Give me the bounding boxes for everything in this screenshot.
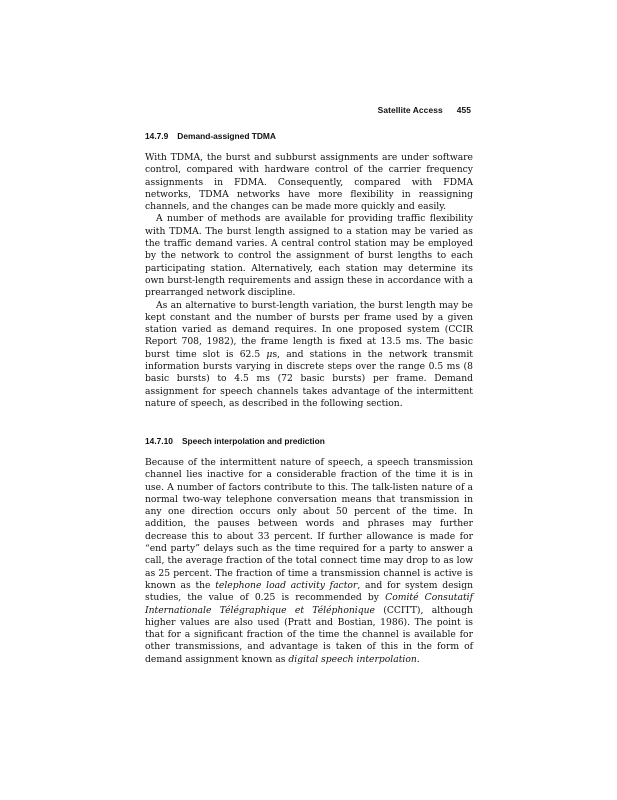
section-heading bbox=[145, 131, 473, 141]
paragraph: As an alternative to burst-length variation, the burst length may be kept constant and the number of bursts per frame used by a given station varied as demand requires. In one proposed system (CCIR Report 708, 1982), the frame length is fixed at 13.5 ms. The basic burst time slot is 62.5 μs, and stations in the network transmit information bursts varying in discrete steps over the range 0.5 ms (8 basic bursts) to 4.5 ms (72 basic bursts) per frame. Demand assignment for speech channels takes advantage of the intermittent nature of speech, as described in the following section. bbox=[145, 299, 473, 409]
emphasis: digital speech interpolation bbox=[288, 653, 417, 665]
running-title: Satellite Access bbox=[377, 105, 443, 115]
emphasis: μ bbox=[266, 348, 273, 360]
section-number: 14.7.9 bbox=[145, 131, 169, 141]
section-heading bbox=[145, 436, 473, 446]
paragraph: A number of methods are available for providing traffic flexibility with TDMA. The burst length assigned to a station may be varied as the traffic demand varies. A central control station may be employed by the network to control the assignment of burst lengths to each participating station. Alternatively, each station may determine its own burst-length requirements and assign these in accordance with a prearranged network discipline. bbox=[145, 213, 473, 299]
section-number: 14.7.10 bbox=[145, 436, 173, 446]
section-demand-assigned-tdma bbox=[145, 131, 473, 410]
section-speech-interpolation bbox=[145, 436, 473, 666]
paragraph: Because of the intermittent nature of speech, a speech transmission channel lies inactive for a considerable fraction of the time it is in use. A number of factors contribute to this. The talk-listen nature of a normal two-way telephone conversation means that transmission in any one direction occurs only about 50 percent of the time. In addition, the pauses between words and phrases may further decrease this to about 33 percent. If further allowance is made for “end party” delays such as the time required for a party to answer a call, the average fraction of the total connect time may drop to as low as 25 percent. The fraction of time a transmission channel is active is known as the telephone load activity factor, and for system design studies, the value of 0.25 is recommended by Comité Consutatif Internationale Télégraphique et Téléphonique (CCITT), although higher values are also used (Pratt and Bostian, 1986). The point is that for a significant fraction of the time the channel is available for other transmissions, and advantage is taken of this in the form of demand assignment known as digital speech interpolation. bbox=[145, 457, 473, 665]
emphasis: telephone load activity factor bbox=[215, 579, 358, 591]
emphasis: Comité Consutatif Internationale Télégraphique et Téléphonique bbox=[145, 592, 473, 616]
section-title: Speech interpolation and prediction bbox=[181, 436, 325, 446]
page-number: 455 bbox=[456, 105, 471, 115]
running-head bbox=[378, 105, 471, 115]
section-title: Demand-assigned TDMA bbox=[177, 131, 276, 141]
paragraph: With TDMA, the burst and subburst assignments are under software control, compared with hardware control of the carrier frequency assignments in FDMA. Consequently, compared with FDMA networks, TDMA networks have more flexibility in reassigning channels, and the changes can be made more quickly and easily. bbox=[145, 152, 473, 213]
